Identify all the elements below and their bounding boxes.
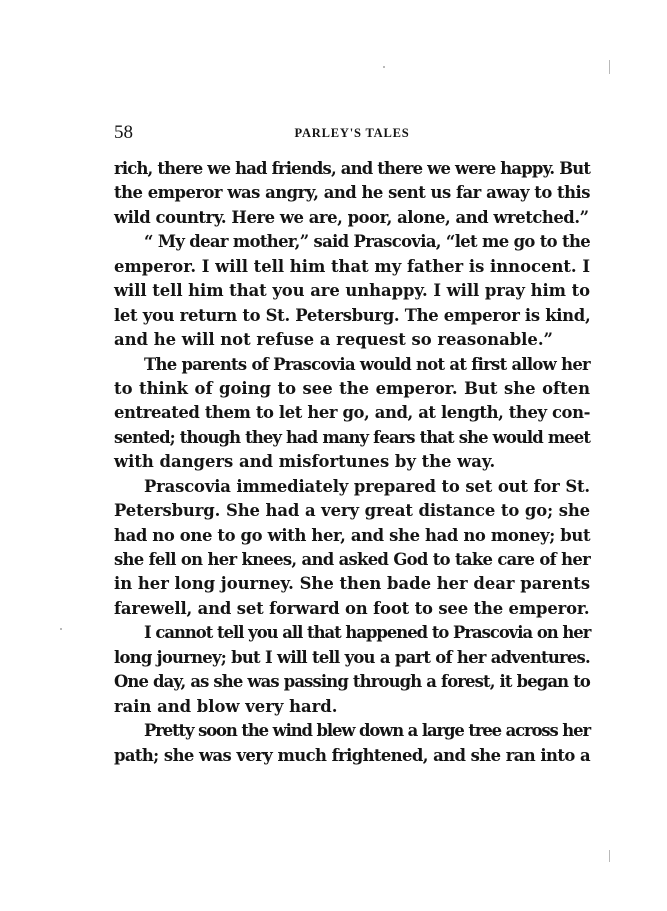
- text-line: will tell him that you are unhappy. I will pray him to: [114, 281, 590, 301]
- text-line: and he will not refuse a request so reasonable.”: [114, 330, 553, 350]
- text-line: with dangers and misfortunes by the way.: [114, 452, 496, 472]
- text-line: path; she was very much frightened, and she ran into a: [114, 745, 590, 765]
- text-line: let you return to St. Petersburg. The emperor is kind,: [114, 305, 591, 325]
- text-line: in her long journey. She then bade her dear parents: [114, 574, 591, 594]
- text-line: The parents of Prascovia would not at first allow her: [144, 354, 590, 374]
- text-line: she fell on her knees, and asked God to take care of her: [114, 550, 590, 569]
- text-line: Pretty soon the wind blew down a large tree across her: [144, 721, 590, 741]
- text-line: Prascovia immediately prepared to set out for St.: [144, 476, 590, 496]
- text-line: rain and blow very hard.: [114, 696, 338, 716]
- running-head: PARLEY'S TALES: [294, 126, 410, 140]
- scan-mark: [383, 66, 385, 68]
- text-line: had no one to go with her, and she had no money; but: [114, 525, 591, 545]
- text-line: rich, there we had friends, and there we were happy. But: [114, 159, 591, 178]
- text-line: emperor. I will tell him that my father is innocent. I: [114, 256, 591, 276]
- body-text: [114, 157, 590, 768]
- text-line: Petersburg. She had a very great distance to go; she: [114, 501, 590, 521]
- text-line: to think of going to see the emperor. But she often: [114, 378, 590, 398]
- text-line: farewell, and set forward on foot to see the emperor.: [114, 598, 590, 618]
- text-line: the emperor was angry, and he sent us far away to this: [114, 183, 590, 203]
- text-line: wild country. Here we are, poor, alone, and wretched.”: [114, 207, 589, 227]
- page-number: 58: [114, 122, 133, 143]
- scan-mark: [60, 628, 62, 630]
- text-line: long journey; but I will tell you a part of her adventures.: [114, 647, 590, 667]
- text-line: entreated them to let her go, and, at length, they con-: [114, 403, 590, 423]
- text-line: I cannot tell you all that happened to Prascovia on her: [144, 623, 591, 643]
- page-header: [114, 122, 590, 144]
- scan-mark: [609, 60, 610, 74]
- text-line: One day, as she was passing through a forest, it began to: [114, 672, 590, 692]
- scan-mark: [609, 850, 610, 862]
- text-line: “ My dear mother,” said Prascovia, “let me go to the: [144, 232, 590, 252]
- text-line: sented; though they had many fears that she would meet: [114, 427, 590, 447]
